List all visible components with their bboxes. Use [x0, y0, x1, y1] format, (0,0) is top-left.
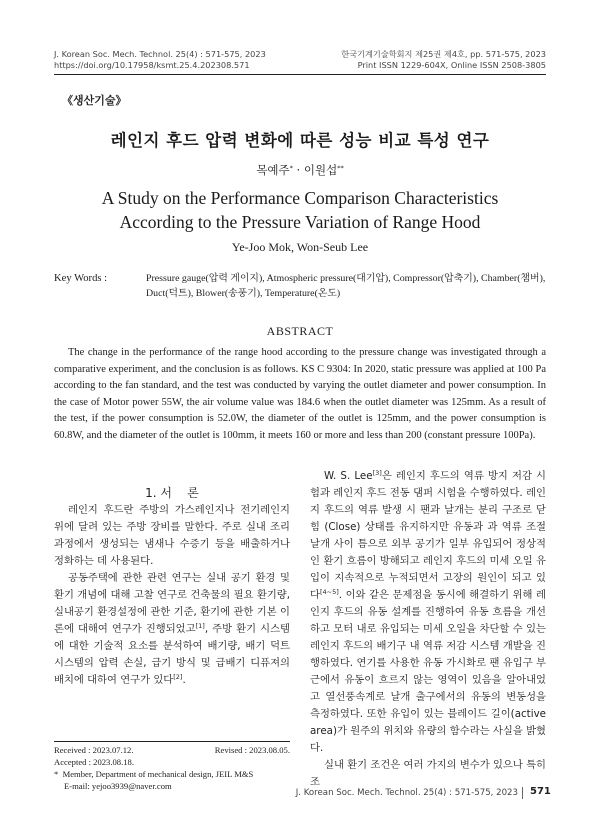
intro-paragraph-1: 레인지 후드란 주방의 가스레인지나 전기레인지 위에 달려 있는 주방 장비를 말한다. 주로 실내 조리 과정에서 생성되는 냄새나 수증기 등을 배출하거나 정화하는 데 사용된다.	[54, 504, 290, 567]
right-paragraph-1-a: W. S. Lee	[324, 470, 373, 482]
header-rule	[54, 74, 546, 75]
keywords-block	[54, 271, 546, 301]
author-separator: ·	[292, 163, 304, 177]
keywords-line-1: Pressure gauge(압력 게이지), Atmospheric pressure(대기압), Compressor(압축기), Chamber(챔버),	[146, 273, 546, 284]
footnote-block	[54, 744, 290, 792]
abstract-heading: ABSTRACT	[266, 324, 334, 338]
page-title-korean: 레인지 후드 압력 변화에 따른 성능 비교 특성 연구	[110, 131, 490, 150]
footer-separator	[522, 787, 523, 799]
reference-1[interactable]: [1]	[195, 622, 205, 630]
footnote-rule	[54, 741, 290, 742]
author-name-2: 이원섭	[303, 163, 338, 177]
author-name-1: 목예주	[256, 163, 290, 177]
revised-date: Revised : 2023.08.05.	[214, 745, 290, 755]
intro-paragraph-2	[54, 570, 290, 689]
right-paragraph-1-b: 은 레인지 후드의 역류 방지 저감 시험과 레인지 후드 전동 댐퍼 시험을 수행하였다. 레인지 후드의 역류 발생 시 팬과 날개는 분리 구조로 닫힘 (Close) 상태를 유지하지만 유동과 과 역류 조절 날개 사이 틈으로 외부 공기가 일부 유입되어 정상적인 환기 흐름이 방해되고 레인지 후드의 미세 오일 유입이 지속적으로 누적되면서 고장의 원인이 되고 있다	[310, 470, 546, 601]
category-label: 《생산기술》	[62, 94, 127, 107]
title-english-line-2: According to the Pressure Variation of Range Hood	[119, 212, 481, 232]
left-column	[54, 502, 290, 689]
journal-citation-header: J. Korean Soc. Mech. Technol. 25(4) : 571-575, 2023	[54, 49, 266, 59]
footer-citation: J. Korean Soc. Mech. Technol. 25(4) : 571-575, 2023	[295, 788, 518, 798]
title-english-line-1: A Study on the Performance Comparison Characteristics	[101, 188, 499, 208]
keywords-line-2: Duct(덕트), Blower(송풍기), Temperature(온도)	[146, 288, 341, 299]
reference-3[interactable]: [3]	[372, 469, 382, 477]
email-line[interactable]: E-mail: yejoo3939@naver.com	[64, 781, 172, 791]
keywords-label: Key Words :	[54, 273, 108, 284]
issn-header: Print ISSN 1229-604X, Online ISSN 2508-3805	[357, 60, 546, 70]
right-paragraph-2: 실내 환기 조건은 여러 가지의 변수가 있으나 특히 조	[310, 759, 546, 788]
section-heading-introduction: 1. 서 론	[145, 486, 199, 500]
received-date: Received : 2023.07.12.	[54, 745, 134, 755]
authors-english: Ye-Joo Mok, Won-Seub Lee	[231, 240, 369, 254]
keywords-indent	[54, 286, 146, 301]
intro-paragraph-2-c: .	[182, 674, 186, 686]
journal-korean-header: 한국기계기술학회지 제25권 제4호, pp. 571-575, 2023	[341, 49, 546, 59]
page-number: 571	[530, 786, 551, 797]
authors-korean	[0, 162, 600, 178]
abstract-text: The change in the performance of the range hood according to the pressure change was investigated through a comparative experiment, and the conclusion is as follows. KS C 9304: In 2020, static pressure was applied at 100 Pa according to the fan standard, and the test was conducted by varying the outlet diameter and power consumption. In the case of Motor power 55W, the air volume value was 184.6 when the outlet diameter was 125mm. As a result of the test, if the power consumption is 52.0W, the diameter of the outlet is 125mm, and the power consumption is 60.8W, and the diameter of the outlet is 100mm, it meets 160 or more and less than 200 (constant pressure 100Pa).	[54, 347, 546, 441]
intro-paragraph-2-b: , 주방 환기 시스템에 대한 기술적 요소를 분석하여 배기량, 배기 덕트 시스템의 압력 손실, 급기 방식 및 급배기 디퓨져의 배치에 대하여 연구가 있다	[54, 623, 290, 686]
intro-paragraph-2-a: 공동주택에 관한 관련 연구는 실내 공기 환경 및 환기 개념에 대해 고찰 연구로 건축물의 필요 환기량, 실내공기 환경설정에 관한 기준, 환기에 관한 기본 이론에 대해여 연구가 진행되었고	[54, 572, 290, 635]
right-paragraph-1	[310, 468, 546, 757]
page-title-english	[0, 186, 600, 234]
accepted-date: Accepted : 2023.08.18.	[54, 757, 134, 767]
reference-2[interactable]: [2]	[173, 673, 183, 681]
right-column	[310, 468, 546, 791]
right-paragraph-1-c: . 이와 같은 문제점을 동시에 해결하기 위해 레인지 후드의 유동 설계를 진행하여 유동 흐름을 개선하고 모터 내로 유입되는 미세 오일을 차단할 수 있는 레인지 후드의 배기구 내 역류 저감 시스템 개발을 진행하였다. 연기를 사용한 유동 가시화로 팬 유입구 부근에서 유동이 흐르지 않는 영역이 있음을 알아내었고 열선풍속계로 날개 출구에서의 유동의 변동성을 측정하였다. 또한 유입이 있는 블레이드 길이(active area)가 원주의 위치와 유량의 함수라는 사실을 밝혔다.	[310, 589, 546, 754]
doi-link[interactable]: https://doi.org/10.17958/ksmt.25.4.202308.571	[54, 60, 250, 70]
reference-4-5[interactable]: [4~5]	[319, 588, 339, 596]
author-mark-1: *	[289, 164, 293, 172]
affiliation-line: * Member, Department of mechanical design, JEIL M&S	[54, 769, 254, 779]
author-mark-2: **	[337, 164, 344, 172]
footnote-dates-row	[54, 744, 290, 756]
